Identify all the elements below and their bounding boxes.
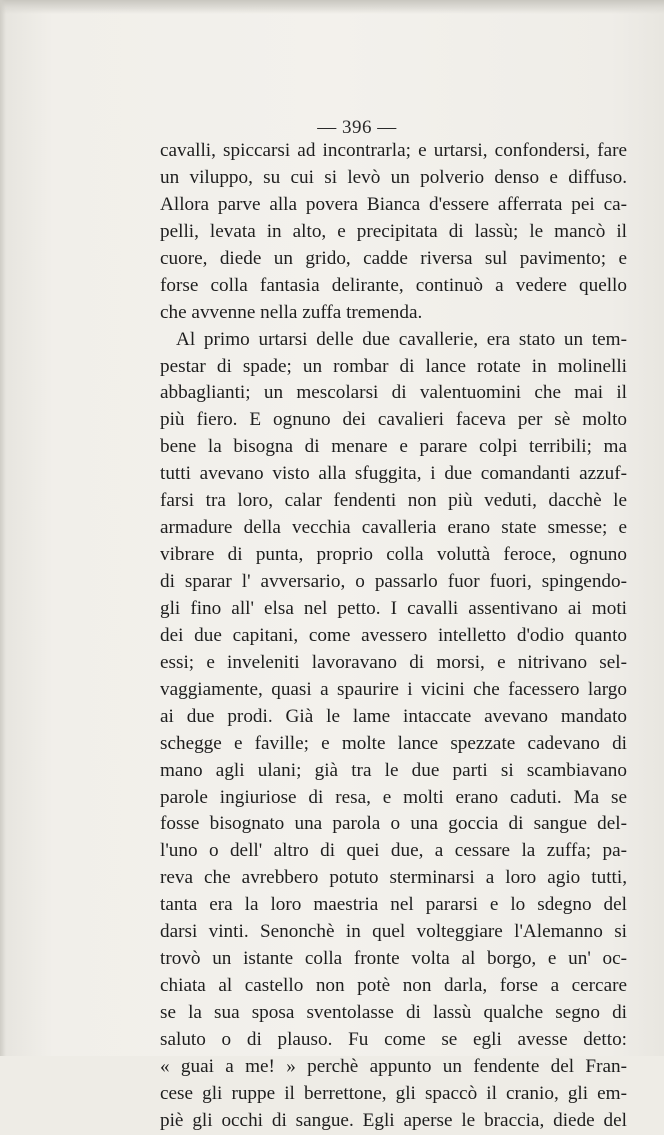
text-line: l'uno o dell' altro di quei due, a cessare la zuffa; pa- bbox=[160, 840, 627, 862]
text-line: saluto o di plauso. Fu come se egli avesse detto: bbox=[160, 1028, 627, 1050]
text-line: mano agli ulani; già tra le due parti si scambiavano bbox=[160, 759, 627, 781]
text-line: schegge e faville; e molte lance spezzate cadevano di bbox=[160, 732, 627, 754]
text-line: tanta era la loro maestria nel pararsi e lo sdegno del bbox=[160, 894, 627, 916]
text-line: Al primo urtarsi delle due cavallerie, era stato un tem- bbox=[176, 328, 627, 350]
body-text bbox=[160, 138, 627, 1135]
text-line: pelli, levata in alto, e precipitata di lassù; le mancò il bbox=[160, 220, 627, 242]
text-line: forse colla fantasia delirante, continuò a vedere quello bbox=[160, 274, 627, 296]
text-line: fosse bisognato una parola o una goccia di sangue del- bbox=[160, 813, 627, 835]
text-line: abbaglianti; un mescolarsi di valentuomini che mai il bbox=[160, 382, 627, 404]
page-number: — 396 — bbox=[317, 117, 397, 138]
text-line: di sparar l' avversario, o passarlo fuor fuori, spingendo- bbox=[160, 571, 627, 592]
page-left-edge bbox=[0, 0, 6, 1056]
text-line: piè gli occhi di sangue. Egli aperse le braccia, diede del bbox=[160, 1109, 627, 1131]
text-line: un viluppo, su cui si levò un polverio denso e diffuso. bbox=[160, 166, 627, 188]
text-line: essi; e inveleniti lavoravano di morsi, e nitrivano sel- bbox=[160, 651, 627, 673]
text-line: cese gli ruppe il berrettone, gli spaccò il cranio, gli em- bbox=[160, 1082, 627, 1104]
text-line: farsi tra loro, calar fendenti non più veduti, dacchè le bbox=[160, 490, 627, 512]
text-line: parole ingiuriose di resa, e molti erano caduti. Ma se bbox=[160, 786, 627, 808]
text-line: cavalli, spiccarsi ad incontrarla; e urtarsi, confondersi, fare bbox=[160, 140, 627, 161]
text-line: chiata al castello non potè non darla, forse a cercare bbox=[160, 975, 627, 997]
text-line: cuore, diede un grido, cadde riversa sul pavimento; e bbox=[160, 247, 627, 269]
text-line: Allora parve alla povera Bianca d'essere afferrata pei ca- bbox=[160, 193, 627, 215]
text-line: se la sua sposa sventolasse di lassù qualche segno di bbox=[160, 1002, 627, 1023]
page-top-edge bbox=[0, 0, 664, 14]
text-line: armadure della vecchia cavalleria erano state smesse; e bbox=[160, 517, 627, 539]
text-line: vaggiamente, quasi a spaurire i vicini che facessero largo bbox=[160, 678, 627, 700]
text-line: più fiero. E ognuno dei cavalieri faceva per sè molto bbox=[160, 409, 627, 431]
text-line: darsi vinti. Senonchè in quel volteggiare l'Alemanno si bbox=[160, 921, 627, 943]
text-line: vibrare di punta, proprio colla voluttà feroce, ognuno bbox=[160, 544, 627, 566]
text-line: gli fino all' elsa nel petto. I cavalli assentivano ai moti bbox=[160, 597, 627, 619]
text-line: « guai a me! » perchè appunto un fendente del Fran- bbox=[160, 1055, 627, 1077]
text-line: tutti avevano visto alla sfuggita, i due comandanti azzuf- bbox=[160, 463, 627, 485]
text-line: trovò un istante colla fronte volta al borgo, e un' oc- bbox=[160, 948, 627, 970]
text-line: ai due prodi. Già le lame intaccate avevano mandato bbox=[160, 705, 627, 727]
text-line: reva che avrebbero potuto sterminarsi a loro agio tutti, bbox=[160, 867, 627, 889]
text-line: che avvenne nella zuffa tremenda. bbox=[160, 301, 423, 323]
text-line: bene la bisogna di menare e parare colpi terribili; ma bbox=[160, 436, 627, 458]
text-line: dei due capitani, come avessero intelletto d'odio quanto bbox=[160, 624, 627, 646]
text-line: pestar di spade; un rombar di lance rotate in molinelli bbox=[160, 355, 627, 377]
